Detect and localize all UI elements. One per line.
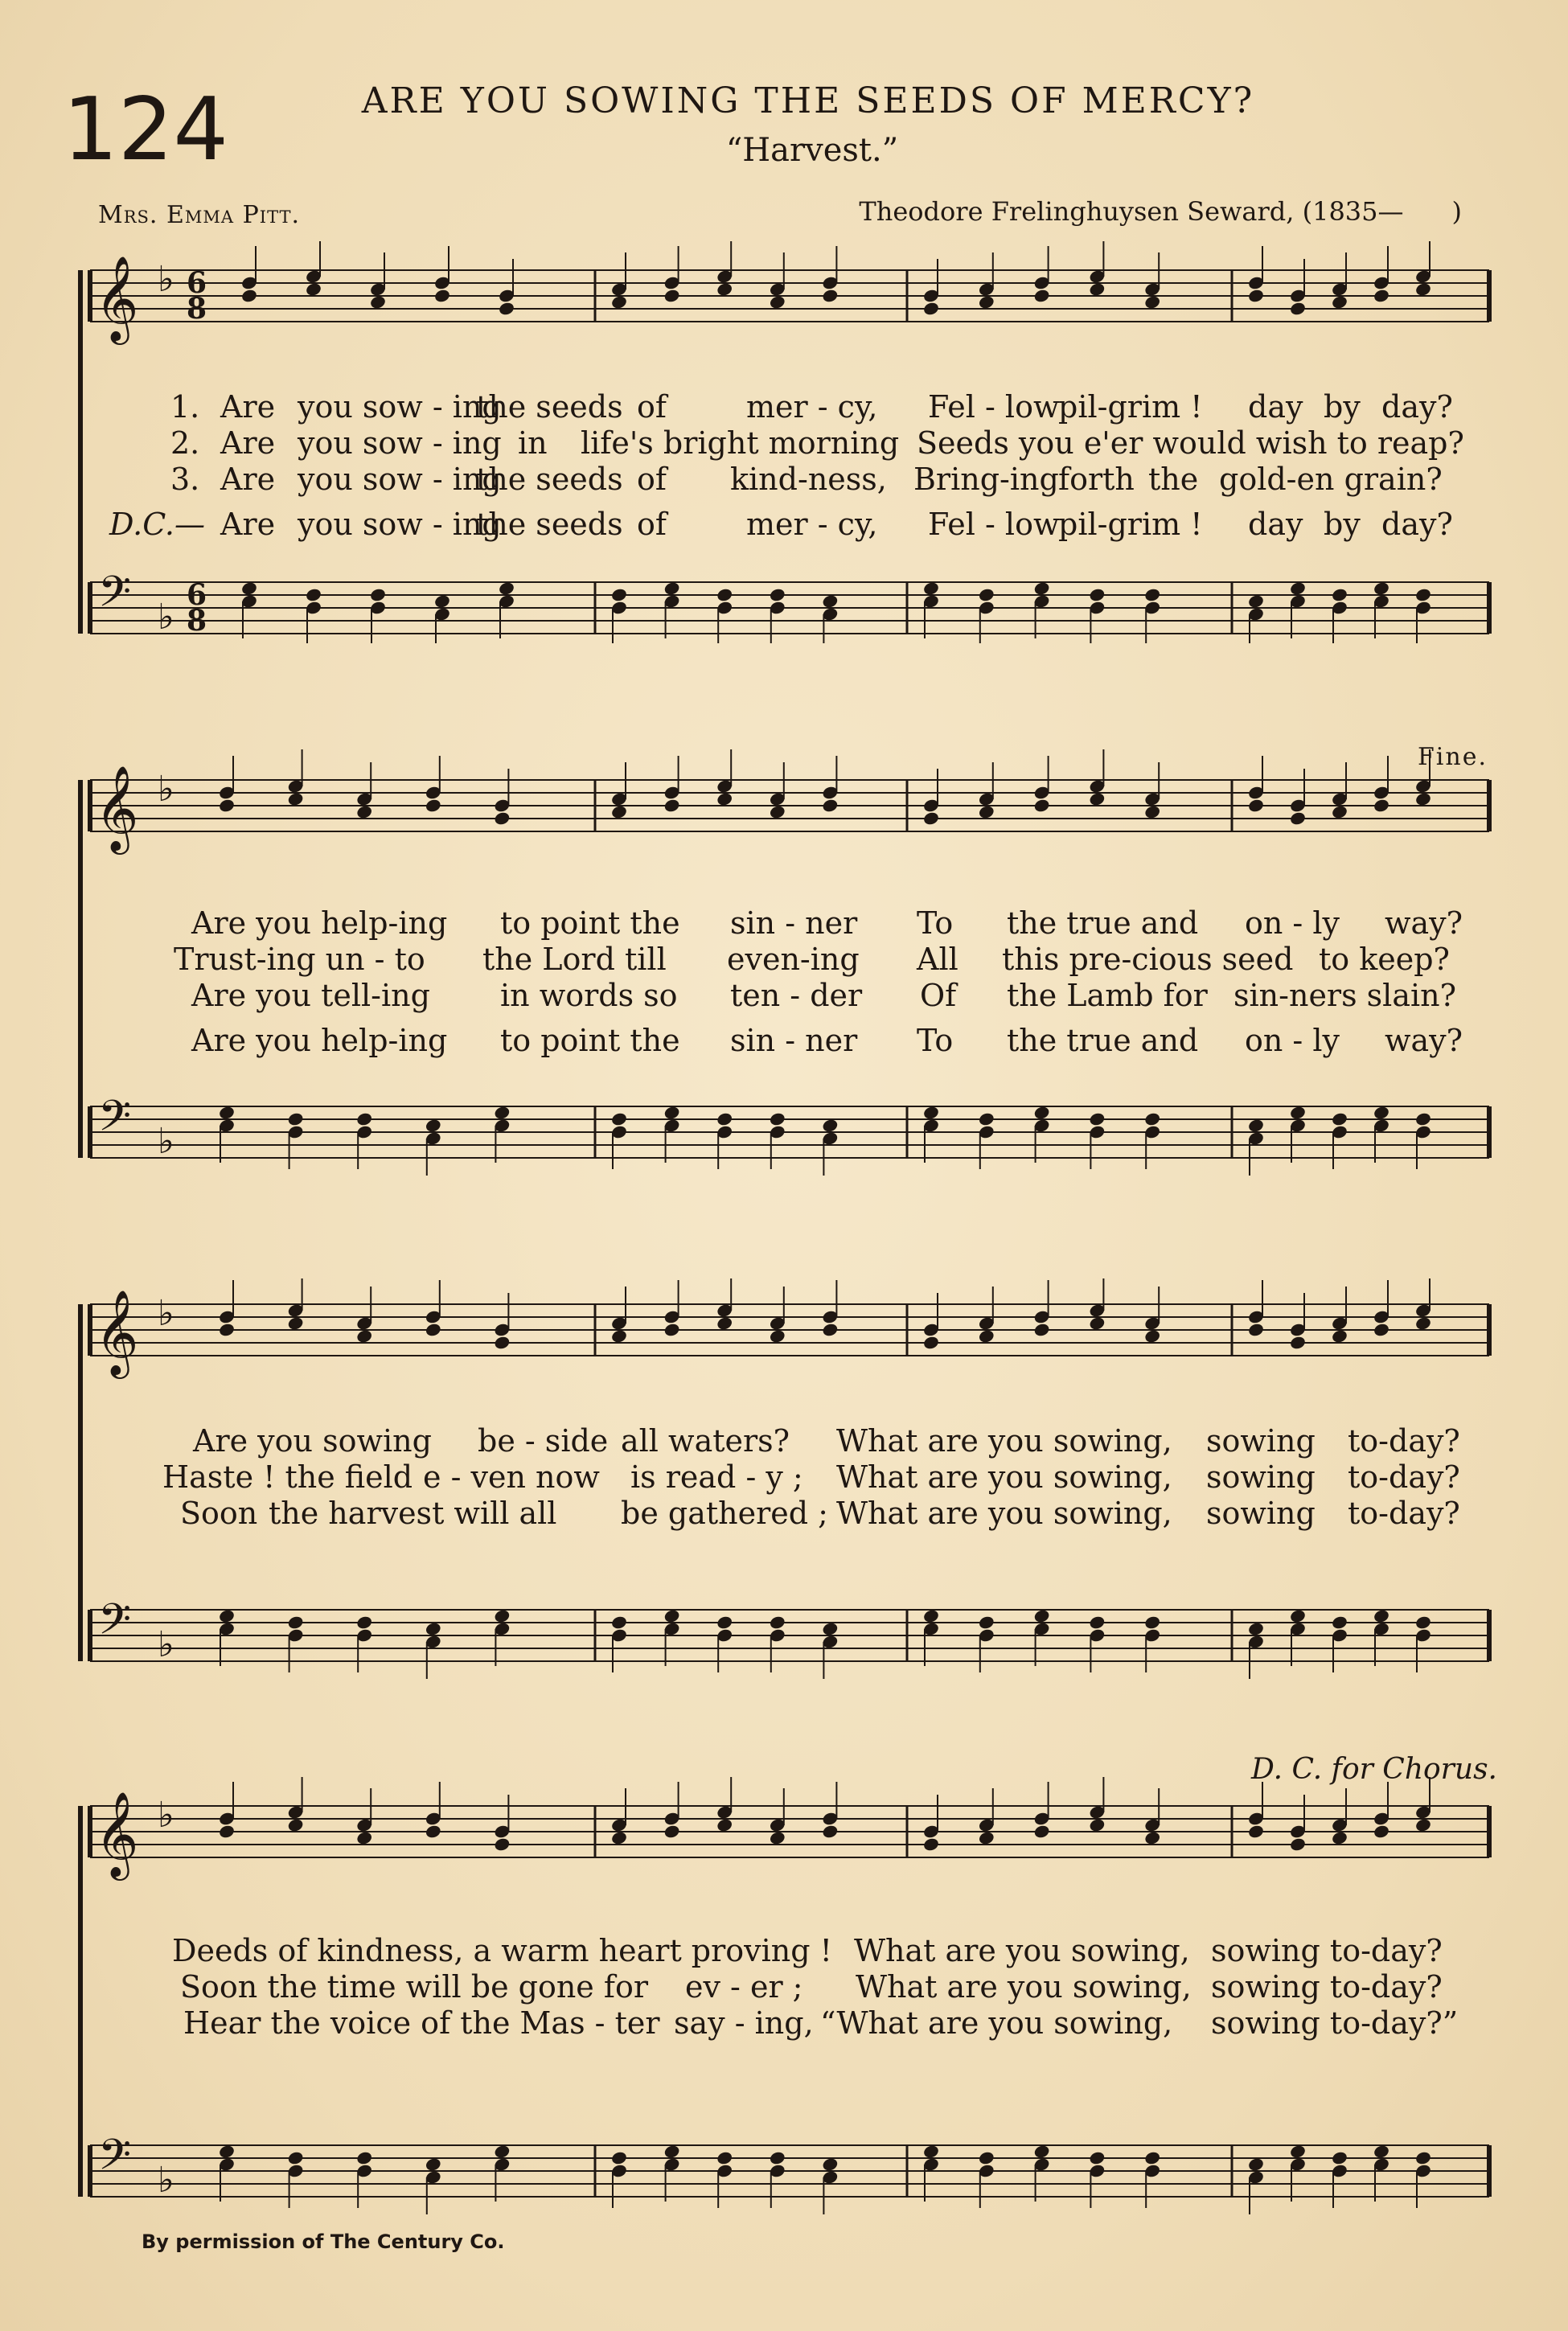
lyric-word: the harvest will all [269,1496,557,1531]
notehead [218,1105,236,1120]
notehead [922,1105,940,1120]
lyric-word: What are you sowing, [836,1496,1172,1531]
lyric-word: Deeds of kindness, a warm heart proving ! [172,1933,832,1968]
notehead [1414,281,1432,297]
notehead [1247,1118,1265,1133]
notehead [1247,288,1265,303]
notehead [769,294,786,310]
notehead [425,1621,442,1636]
lyric-word: Are you sowing [193,1423,432,1459]
lyric-word: Trust-ing un - to [174,942,425,977]
bass-clef-icon: 𝄢 [98,1595,132,1655]
notehead [1143,1111,1161,1127]
notehead [1089,1817,1106,1832]
notehead [287,1817,305,1832]
lyric-word: all waters? [621,1423,790,1459]
notehead [822,798,839,813]
notehead [1033,1608,1051,1623]
notehead [978,1111,995,1127]
lyric-word: ten - der [730,978,863,1013]
notehead [610,1111,628,1127]
notehead [1373,1105,1390,1120]
lyric-word: to keep? [1319,942,1450,977]
notehead [1289,1608,1307,1623]
notehead [978,1830,995,1845]
notehead [1373,1824,1390,1839]
permission-credit: By permission of The Century Co. [142,2230,505,2253]
notehead [1247,1621,1265,1636]
lyric-word: sowing [1206,1459,1316,1495]
notehead [769,1830,786,1845]
notehead [498,581,515,596]
notehead [1373,1608,1390,1623]
notehead [1331,1111,1348,1127]
notehead [978,294,995,310]
notehead [822,593,839,609]
notehead [355,804,373,819]
notehead [287,2150,305,2165]
lyric-word: you sow - ing [298,507,502,542]
notehead [1089,281,1106,297]
notehead [1033,581,1051,596]
notehead [1289,811,1307,826]
lyric-word: sin - ner [730,905,858,941]
lyric-word: To [917,1023,954,1058]
lyric-word: sin-ners slain? [1233,978,1456,1013]
lyric-word: way? [1385,905,1463,941]
lyric-word: kind-ness, [730,462,887,497]
notehead [922,1836,940,1852]
lyric-word: to point the [500,905,680,941]
treble-clef-icon: 𝄞 [95,1791,139,1877]
lyric-word: even-ing [727,942,860,977]
lyric-word: Fel - low [928,389,1060,425]
notehead [494,1105,511,1120]
notehead [218,798,236,813]
notehead [663,1105,681,1120]
lyric-word: sowing to-day?” [1211,2005,1459,2041]
notehead [769,587,786,602]
notehead [287,1111,305,1127]
lyric-word: is read - y ; [630,1459,803,1495]
lyric-word: to point the [500,1023,680,1058]
notehead [1289,1836,1307,1852]
notehead [1089,1615,1106,1630]
lyric-word: of [637,462,667,497]
notehead [218,1824,236,1839]
notehead [355,1830,373,1845]
lyric-word: you sow - ing [298,462,502,497]
lyric-word: sowing to-day? [1211,1933,1443,1968]
notehead [663,1608,681,1623]
notehead [1373,798,1390,813]
lyric-word: day? [1381,389,1453,425]
notehead [1033,2144,1051,2159]
notehead [305,587,322,602]
notehead [769,804,786,819]
lyric-word: by [1324,389,1361,425]
notehead [425,1824,442,1839]
notehead [1143,1830,1161,1845]
notehead [1143,1328,1161,1344]
lyric-word: by [1324,507,1361,542]
lyric-word: sin - ner [730,1023,858,1058]
notehead [822,1322,839,1337]
notehead [1143,587,1161,602]
notehead [425,1322,442,1337]
lyric-word: day? [1381,507,1453,542]
notehead [1143,804,1161,819]
notehead [1414,1615,1432,1630]
lyric-word: All [917,942,958,977]
notehead [1289,581,1307,596]
notehead [1143,2150,1161,2165]
notehead [1414,587,1432,602]
lyric-word: the true and [1007,1023,1199,1058]
notehead [610,804,628,819]
notehead [922,1608,940,1623]
lyric-word: Bring-ing [913,462,1059,497]
notehead [1414,1817,1432,1832]
lyric-word: you sow - ing [298,425,502,461]
notehead [663,2144,681,2159]
fine-mark: Fine. [1417,743,1488,771]
notehead [1143,294,1161,310]
lyric-word: on - ly [1245,905,1340,941]
composer-close-paren: ) [1451,196,1462,227]
lyric-word: Seeds you e'er would wish to reap? [917,425,1464,461]
lyric-word: mer - cy, [746,507,878,542]
notehead [822,1621,839,1636]
notehead [494,1836,511,1852]
notehead [978,804,995,819]
time-signature-digit: 8 [187,292,207,326]
lyric-word: forth [1058,462,1135,497]
key-signature-flat-icon: ♭ [158,597,174,638]
lyric-word: e - ven now [423,1459,600,1495]
notehead [355,1615,373,1630]
lyric-word: mer - cy, [746,389,878,425]
notehead [716,1615,733,1630]
lyric-word: Are [220,462,276,497]
notehead [369,294,387,310]
notehead [822,288,839,303]
notehead [978,2150,995,2165]
notehead [822,1824,839,1839]
lyric-word: of [637,507,667,542]
key-signature-flat-icon: ♭ [158,259,174,300]
lyric-word: “What are you sowing, [820,2005,1173,2041]
notehead [610,587,628,602]
notehead [769,1615,786,1630]
notehead [287,791,305,806]
lyric-word: Are you tell-ing [191,978,430,1013]
notehead [922,301,940,316]
lyric-word: ev - er ; [685,1969,803,2005]
lyric-word: gold-en grain? [1219,462,1443,497]
lyric-word: pil-grim ! [1058,507,1203,542]
key-signature-flat-icon: ♭ [158,1293,174,1334]
lyric-word: Soon the time will be gone for [180,1969,648,2005]
lyric-word: on - ly [1245,1023,1340,1058]
lyric-word: Fel - low [928,507,1060,542]
notehead [355,2150,373,2165]
notehead [433,288,451,303]
lyric-word: the seeds [476,462,623,497]
lyric-word: What are you sowing, [836,1459,1172,1495]
lyric-word: Are [220,507,276,542]
notehead [305,281,322,297]
time-signature-digit: 6 [187,578,207,612]
notehead [1033,798,1051,813]
notehead [716,587,733,602]
notehead [1247,798,1265,813]
lyric-word: pil-grim ! [1058,389,1203,425]
notehead [1331,587,1348,602]
lyric-word: be - side [478,1423,609,1459]
lyric-word: you sow - ing [298,389,502,425]
lyric-word: Are you help-ing [191,905,448,941]
notehead [1373,581,1390,596]
notehead [922,811,940,826]
lyric-word: the seeds [476,389,623,425]
notehead [922,2144,940,2159]
notehead [369,587,387,602]
notehead [1033,1105,1051,1120]
notehead [433,593,451,609]
notehead [240,581,258,596]
notehead [769,1328,786,1344]
notehead [1247,1322,1265,1337]
notehead [716,791,733,806]
notehead [716,1111,733,1127]
lyric-word: life's bright morning [581,425,900,461]
verse-number: 2. [170,425,200,461]
lyric-word: be gathered ; [621,1496,828,1531]
notehead [218,2144,236,2159]
notehead [922,581,940,596]
notehead [355,1328,373,1344]
lyric-word: the seeds [476,507,623,542]
time-signature-digit: 8 [187,604,207,638]
tune-name: “Harvest.” [725,132,899,169]
notehead [494,1335,511,1350]
notehead [218,1322,236,1337]
notehead [610,1615,628,1630]
key-signature-flat-icon: ♭ [158,769,174,810]
notehead [287,1615,305,1630]
lyric-word: Haste ! the field [162,1459,413,1495]
lyric-word: day [1248,389,1303,425]
notehead [1247,2157,1265,2172]
notehead [922,1335,940,1350]
notehead [1373,288,1390,303]
notehead [1247,1824,1265,1839]
notehead [1033,1322,1051,1337]
time-signature-digit: 6 [187,266,207,300]
notehead [1089,587,1106,602]
key-signature-flat-icon: ♭ [158,1624,174,1665]
lyric-word: in words so [500,978,678,1013]
notehead [1331,1328,1348,1344]
treble-clef-icon: 𝄞 [95,255,139,341]
lyric-word: the true and [1007,905,1199,941]
lyric-word: sowing [1206,1423,1316,1459]
lyric-word: to-day? [1348,1496,1460,1531]
notehead [610,1328,628,1344]
lyric-word: say - ing, [674,2005,814,2041]
composer-credit [859,196,1462,227]
notehead [716,1315,733,1331]
notehead [1331,1830,1348,1845]
notehead [425,798,442,813]
hymn-number: 124 [63,80,229,180]
lyric-word: way? [1385,1023,1463,1058]
notehead [822,1118,839,1133]
notehead [1331,294,1348,310]
notehead [663,581,681,596]
lyric-word: Soon [180,1496,258,1531]
notehead [425,2157,442,2172]
key-signature-flat-icon: ♭ [158,1795,174,1836]
lyric-word: in [518,425,548,461]
notehead [218,1608,236,1623]
notehead [1033,1824,1051,1839]
notehead [1143,1615,1161,1630]
lyric-word: What are you sowing, [836,1423,1172,1459]
notehead [1373,2144,1390,2159]
lyric-word: the Lamb for [1007,978,1208,1013]
notehead [769,2150,786,2165]
notehead [1414,2150,1432,2165]
lyric-word: day [1248,507,1303,542]
notehead [978,587,995,602]
bass-clef-icon: 𝄢 [98,568,132,627]
lyric-word: sowing [1206,1496,1316,1531]
lyric-word: this pre-cious seed [1002,942,1294,977]
notehead [663,798,681,813]
notehead [1414,791,1432,806]
notehead [663,288,681,303]
lyricist-credit: Mrs. Emma Pitt. [98,201,301,229]
notehead [494,1608,511,1623]
lyric-word: To [917,905,954,941]
notehead [1289,301,1307,316]
notehead [663,1824,681,1839]
key-signature-flat-icon: ♭ [158,2160,174,2201]
bass-clef-icon: 𝄢 [98,1092,132,1151]
notehead [978,1328,995,1344]
lyric-word: the [1148,462,1199,497]
notehead [498,301,515,316]
lyric-word: Are [220,425,276,461]
notehead [1089,1315,1106,1331]
notehead [425,1118,442,1133]
hymn-title: ARE YOU SOWING THE SEEDS OF MERCY? [361,80,1255,121]
notehead [1331,804,1348,819]
lyric-word: What are you sowing, [856,1969,1192,2005]
notehead [610,294,628,310]
notehead [1373,1322,1390,1337]
notehead [716,1817,733,1832]
lyric-word: Hear the voice of the Mas - ter [183,2005,660,2041]
key-signature-flat-icon: ♭ [158,1121,174,1162]
notehead [663,1322,681,1337]
dc-label: D.C.— [109,507,205,542]
lyric-word: to-day? [1348,1423,1460,1459]
notehead [287,1315,305,1331]
notehead [610,1830,628,1845]
notehead [355,1111,373,1127]
notehead [978,1615,995,1630]
lyric-word: What are you sowing, [854,1933,1190,1968]
lyric-word: Are [220,389,276,425]
notehead [494,811,511,826]
lyric-word: to-day? [1348,1459,1460,1495]
notehead [610,2150,628,2165]
notehead [1289,1335,1307,1350]
notehead [1331,2150,1348,2165]
notehead [1289,1105,1307,1120]
lyric-word: of [637,389,667,425]
notehead [1414,1111,1432,1127]
bass-clef-icon: 𝄢 [98,2131,132,2190]
dc-for-chorus-mark: D. C. for Chorus. [1251,1753,1497,1786]
notehead [494,2144,511,2159]
verse-number: 3. [170,462,200,497]
treble-clef-icon: 𝄞 [95,1289,139,1375]
notehead [1089,1111,1106,1127]
notehead [1414,1315,1432,1331]
lyric-word: Of [920,978,957,1013]
composer-name: Theodore Frelinghuysen Seward, (1835— [859,196,1404,227]
notehead [1289,2144,1307,2159]
notehead [769,1111,786,1127]
notehead [1331,1615,1348,1630]
lyric-word: the Lord till [482,942,667,977]
notehead [1089,791,1106,806]
notehead [1033,288,1051,303]
notehead [1247,593,1265,609]
verse-number: 1. [170,389,200,425]
notehead [716,281,733,297]
notehead [240,288,258,303]
notehead [822,2157,839,2172]
treble-clef-icon: 𝄞 [95,765,139,851]
lyric-word: Are you help-ing [191,1023,448,1058]
notehead [1089,2150,1106,2165]
notehead [716,2150,733,2165]
lyric-word: sowing to-day? [1211,1969,1443,2005]
